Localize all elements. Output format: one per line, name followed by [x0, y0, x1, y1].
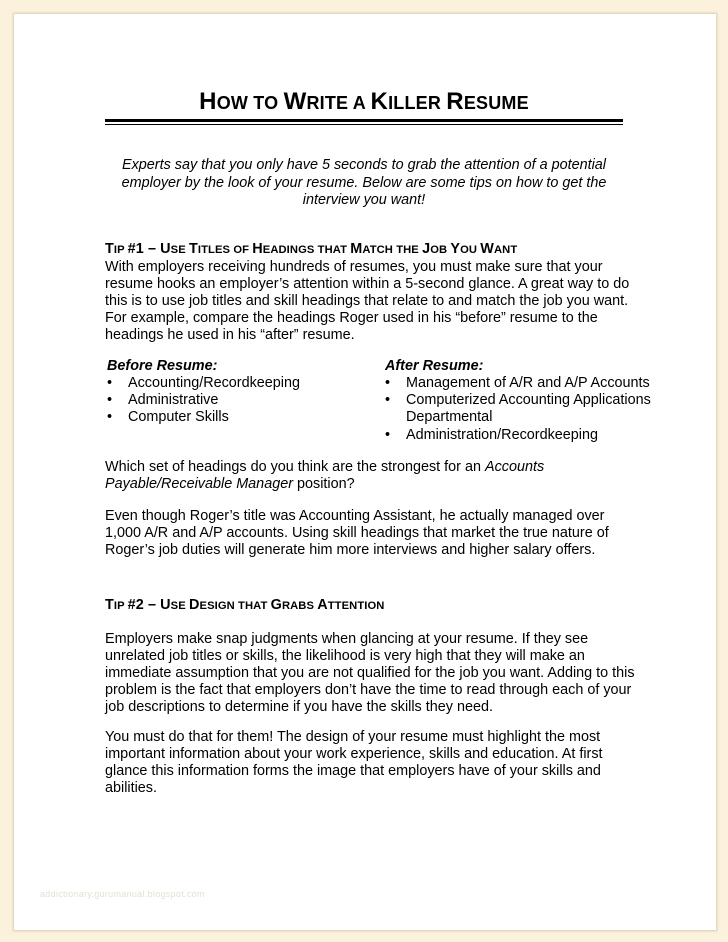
bullet-icon: •	[385, 375, 391, 391]
list-item: • Administration/Recordkeeping	[385, 426, 598, 443]
tip1-question: Which set of headings do you think are the strongest for an Accounts Payable/Receivable Manager position?	[105, 459, 545, 492]
before-resume-list	[107, 375, 367, 427]
list-item: • Management of A/R and A/P Accounts	[385, 375, 650, 391]
title-rule-thin	[105, 124, 623, 125]
tip1-conclusion: Even though Roger’s title was Accounting Assistant, he actually managed over 1,000 A/R and A/P accounts. Using skill headings that market the true nature of Roger’s job duties will generate him more interviews and higher salary offers.	[105, 508, 609, 558]
tip1-paragraph: With employers receiving hundreds of resumes, you must make sure that your resume hooks an employer’s attention within a 5-second glance. A great way to do this is to use job titles and skill headings that relate to and match the job you want. For example, compare the headings Roger used in his “before” resume to the headings he used in his “after” resume.	[105, 259, 630, 343]
tip2-paragraph-1: Employers make snap judgments when glancing at your resume. If they see unrelated job titles or skills, the likelihood is very high that they will make an immediate assumption that you are not qualified for the job you want. Adding to this problem is the fact that employers don’t have the time to read through each of your job descriptions to determine if you have the skills they need.	[105, 631, 635, 715]
bullet-icon: •	[107, 409, 113, 426]
before-resume-column	[107, 358, 367, 427]
after-resume-heading: After Resume:	[385, 358, 484, 374]
tip2-paragraph-2: You must do that for them! The design of your resume must highlight the most important information about your work experience, skills and education. At first glance this information forms the image that employers have of your skills and abilities.	[105, 729, 603, 796]
tip1-heading: TIP #1 – USE TITLES OF HEADINGS THAT MATCH THE JOB YOU WANT	[105, 241, 518, 257]
list-item: • Accounting/Recordkeeping	[107, 375, 300, 391]
bullet-icon: •	[107, 392, 113, 409]
before-resume-heading: Before Resume:	[107, 358, 218, 374]
intro-text: Experts say that you only have 5 seconds to grab the attention of a potential employer by the look of your resume. Below are some tips on how to get the interview you want!	[121, 157, 607, 208]
list-item: • Computerized Accounting Applications Departmental	[385, 392, 651, 426]
after-resume-list	[385, 375, 665, 444]
after-resume-column	[385, 358, 665, 444]
bullet-icon: •	[107, 375, 113, 391]
list-item: • Computer Skills	[107, 409, 229, 426]
bullet-icon: •	[385, 426, 391, 443]
document-title: HOW TO WRITE A KILLER RESUME	[199, 88, 529, 115]
title-rule-thick	[105, 119, 623, 122]
tip2-heading: TIP #2 – USE DESIGN THAT GRABS ATTENTION	[105, 597, 385, 613]
bullet-icon: •	[385, 392, 391, 409]
watermark-text: addictionary.gurumanual.blogspot.com	[40, 889, 205, 899]
list-item: • Administrative	[107, 392, 219, 409]
